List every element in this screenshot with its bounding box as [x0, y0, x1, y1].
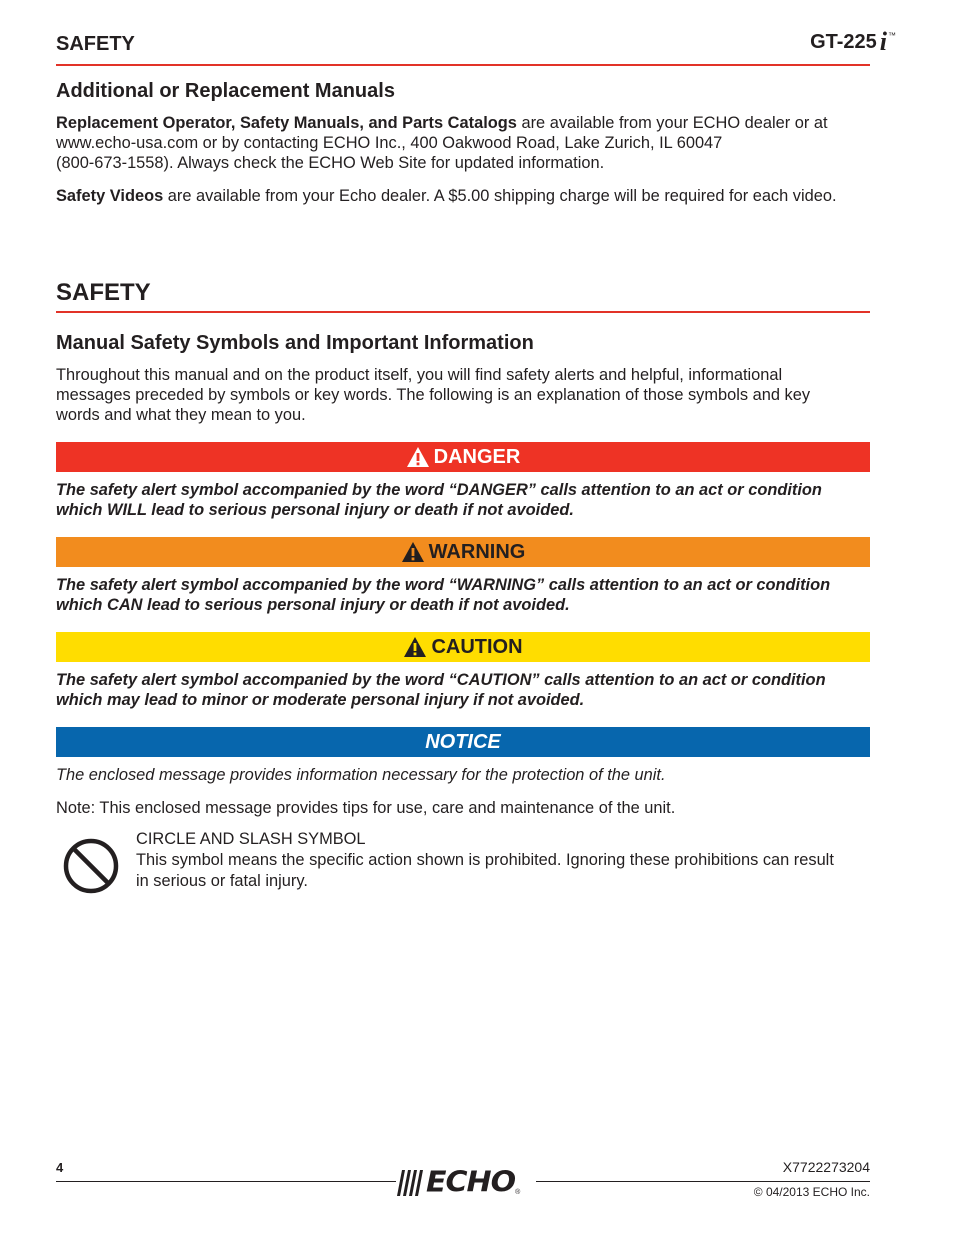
videos-rest: are available from your Echo dealer. A $5.00 shipping charge will be required for each video. — [163, 187, 837, 205]
warning-text — [56, 575, 874, 615]
circle-slash-line1: This symbol means the specific action shown is prohibited. Ignoring these prohibitions can result — [136, 851, 834, 869]
safety-alert-icon — [403, 636, 427, 658]
caution-label: CAUTION — [431, 635, 523, 658]
manuals-line1-rest: are available from your ECHO dealer or at — [516, 114, 828, 132]
warning-bar — [56, 537, 870, 567]
safety-title: SAFETY — [56, 279, 151, 306]
part-number: X7722273204 — [782, 1159, 870, 1175]
safety-rule — [56, 311, 870, 313]
caution-line1: The safety alert symbol accompanied by the word “CAUTION” calls attention to an act or condition — [56, 671, 826, 689]
safety-subheading: Manual Safety Symbols and Important Information — [56, 332, 534, 354]
circle-slash-description — [136, 829, 876, 892]
warning-label: WARNING — [428, 540, 526, 563]
danger-line1: The safety alert symbol accompanied by the word “DANGER” calls attention to an act or condition — [56, 481, 822, 499]
caution-bar — [56, 632, 870, 662]
notice-bar — [56, 727, 870, 757]
note-text: Note: This enclosed message provides tips for use, care and maintenance of the unit. — [56, 799, 676, 817]
manuals-paragraph — [56, 113, 874, 173]
page-number: 4 — [56, 1160, 64, 1175]
running-header-model — [810, 27, 896, 56]
videos-bold-lead: Safety Videos — [56, 187, 164, 205]
danger-bar — [56, 442, 870, 472]
echo-logo — [396, 1166, 536, 1200]
manuals-heading: Additional or Replacement Manuals — [56, 80, 395, 102]
safety-alert-icon — [406, 446, 430, 468]
safety-intro-line1: Throughout this manual and on the product itself, you will find safety alerts and helpful, informational — [56, 366, 783, 384]
safety-intro — [56, 365, 874, 425]
danger-text — [56, 480, 874, 520]
circle-slash-title: CIRCLE AND SLASH SYMBOL — [136, 830, 366, 848]
safety-intro-line3: words and what they mean to you. — [56, 406, 306, 424]
footer-rule-right — [536, 1181, 870, 1182]
copyright: © 04/2013 ECHO Inc. — [753, 1185, 870, 1199]
manuals-line3: (800-673-1558). Always check the ECHO Web Site for updated information. — [56, 154, 605, 172]
warning-line1: The safety alert symbol accompanied by the word “WARNING” calls attention to an act or condition — [56, 576, 831, 594]
model-name: GT-225 — [810, 31, 877, 53]
safety-alert-icon — [401, 541, 425, 563]
logo-wordmark: ECHO — [426, 1165, 516, 1200]
notice-text: The enclosed message provides information necessary for the protection of the unit. — [56, 766, 666, 784]
registered-mark: ® — [515, 1189, 521, 1196]
footer-rule-left — [56, 1181, 396, 1182]
safety-intro-line2: messages preceded by symbols or key words. The following is an explanation of those symbols and key — [56, 386, 811, 404]
danger-line2: which WILL lead to serious personal injury or death if not avoided. — [56, 501, 574, 519]
videos-paragraph — [56, 186, 874, 206]
prohibition-icon — [62, 837, 120, 895]
manuals-line2: www.echo-usa.com or by contacting ECHO Inc., 400 Oakwood Road, Lake Zurich, IL 60047 — [56, 134, 723, 152]
caution-text — [56, 670, 874, 710]
warning-line2: which CAN lead to serious personal injury or death if not avoided. — [56, 596, 570, 614]
manuals-bold-lead: Replacement Operator, Safety Manuals, and Parts Catalogs — [56, 114, 517, 132]
running-header-section: SAFETY — [56, 33, 135, 55]
danger-label: DANGER — [433, 445, 521, 468]
header-rule — [56, 64, 870, 66]
caution-line2: which may lead to minor or moderate personal injury if not avoided. — [56, 691, 585, 709]
model-i-mark: i — [879, 27, 887, 56]
circle-slash-line2: in serious or fatal injury. — [136, 872, 308, 890]
logo-stripes-icon — [396, 1168, 426, 1198]
notice-label: NOTICE — [425, 730, 501, 753]
trademark-mark: ™ — [888, 31, 896, 40]
